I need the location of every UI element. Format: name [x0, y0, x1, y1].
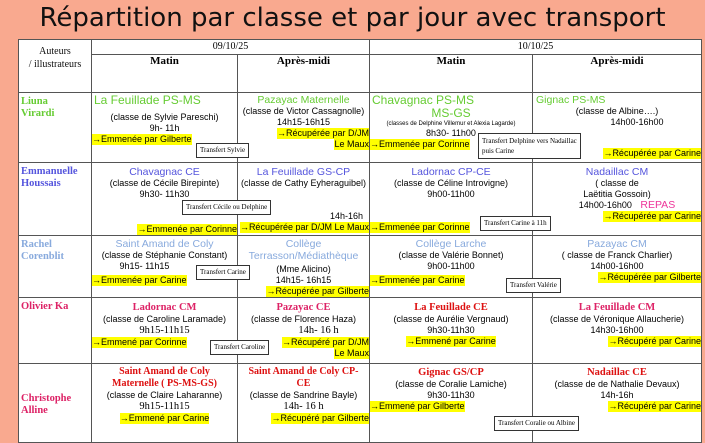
teacher: (classe de Caroline Laramade): [102, 314, 227, 324]
transport-note: →Emmenée par Carine: [92, 275, 187, 285]
school-class: Ladornac CP-CE: [411, 166, 491, 178]
session-cell: [533, 163, 702, 236]
teacher: Laëtitia Gossoin): [583, 189, 651, 199]
transport-note: Le Maux: [334, 348, 369, 358]
transport-note: →Emmenée par Gilberte: [92, 134, 192, 144]
teacher: ( classe de Franck Charlier): [561, 250, 673, 260]
time: 9h- 11h: [149, 123, 180, 133]
author-cell: [19, 236, 92, 298]
authors-header: [19, 40, 92, 93]
meal-note: REPAS: [640, 199, 676, 211]
school-class: La Feuillade CM: [578, 302, 656, 313]
transport-note: →Récupéré par D/JM: [281, 337, 369, 347]
author-cell: [19, 364, 92, 443]
session-cell: [370, 364, 575, 443]
school-class: Saint Amand de Coly: [115, 238, 214, 250]
time: 9h15- 11h15: [119, 261, 170, 271]
session-cell: [92, 236, 246, 298]
school-class: Chavagnac PS-MS: [372, 93, 475, 107]
session-cell: [370, 163, 547, 236]
author-name: Corenblit: [21, 251, 64, 262]
slot-header-matin-1: Matin: [92, 55, 238, 93]
session-cell: [92, 298, 266, 364]
transport-note: →Emmené par Gilberte: [370, 401, 465, 411]
time: 9h15-11h15: [139, 325, 190, 336]
table-row: [19, 298, 702, 364]
author-name: Alline: [21, 404, 48, 416]
transport-note: →Récupérée par Gilberte: [598, 272, 701, 282]
author-name: Liuna: [21, 96, 48, 107]
time: 14h-16h: [600, 390, 634, 400]
school-class: Gignac PS-MS: [536, 94, 606, 106]
transfer-note: Transfert Coralie ou Albine: [494, 416, 579, 431]
school-class: La Feuillade GS-CP: [256, 166, 351, 178]
transport-note: →Emmenée par Carine: [370, 275, 465, 285]
school-class: Chavagnac CE: [129, 166, 200, 178]
session-cell: [92, 364, 238, 443]
time: 8h30- 11h00: [426, 128, 476, 138]
author-name: Olivier Ka: [21, 301, 69, 312]
time: 14h30-16h00: [590, 325, 644, 335]
teacher: (classe de de Nathalie Devaux): [554, 379, 680, 389]
transfer-note: Transfert Carine: [196, 265, 250, 280]
author-name: Virardi: [21, 108, 55, 119]
time: 14h15- 16h15: [275, 275, 332, 285]
illustrators-label: / illustrateurs: [28, 59, 82, 70]
time: 9h30-11h30: [427, 390, 475, 400]
slot-header-matin-2: Matin: [370, 55, 533, 93]
author-name: Rachel: [21, 239, 52, 250]
session-cell: [238, 236, 370, 298]
slot-header-row: [19, 55, 702, 93]
date-header-row: [19, 40, 702, 55]
session-cell: [370, 298, 533, 364]
teacher: (classes de Delphine Villemur et Alexia Lagarde): [386, 121, 516, 127]
transfer-note: [478, 133, 581, 159]
teacher: (Mme Alicino): [276, 264, 331, 274]
time: 9h00-11h00: [427, 261, 475, 271]
transfer-line: Transfert Delphine vers Nadaillac: [482, 137, 577, 145]
school-class: La Feuillade CE: [414, 302, 488, 313]
session-cell: [238, 93, 370, 163]
author-cell: [19, 298, 92, 364]
author-name: Houssais: [21, 178, 61, 189]
teacher: (classe de Albine….): [575, 106, 659, 116]
school-class: Nadaillac CM: [585, 166, 649, 178]
time: 14h15-16h15: [276, 117, 331, 127]
transport-note: →Emmenée par Corinne: [370, 222, 470, 232]
time: 9h15-11h15: [139, 401, 190, 412]
table-row: [19, 364, 702, 443]
teacher: (classe de Coralie Lamiche): [395, 379, 507, 389]
transport-note: →Récupérée par Carine: [603, 211, 701, 221]
transport-note: →Récupéré par Carine: [608, 336, 701, 346]
school-class: Pazayac CE: [276, 302, 331, 313]
teacher: (classe de Florence Haza): [250, 314, 357, 324]
teacher: (classe de Claire Laharanne): [106, 390, 223, 400]
transfer-line: puis Carine: [482, 147, 515, 155]
transport-note: →Emmenée par Corinne: [370, 139, 470, 149]
school-class: Ladornac CM: [132, 302, 197, 313]
teacher: (classe de Victor Cassagnolle): [242, 106, 365, 116]
teacher: (classe de Aurélie Vergnaud): [393, 314, 509, 324]
transport-note: →Emmené par Carine: [119, 413, 210, 423]
slot-header-apres-midi-1: Après-midi: [238, 55, 370, 93]
school-class: Saint Amand de Coly CP-: [248, 366, 359, 377]
school-class: Collège: [285, 238, 322, 250]
session-cell: [238, 364, 370, 443]
school-class: Saint Amand de Coly: [119, 366, 210, 377]
session-cell: [533, 298, 702, 364]
transfer-note: Transfert Sylvie: [196, 143, 249, 158]
author-name: Christophe: [21, 392, 72, 404]
school-class: La Feuillade PS-MS: [94, 93, 201, 107]
transport-note: →Emmenée par Corinne: [137, 224, 237, 234]
session-cell: [92, 93, 246, 163]
author-cell: [19, 93, 92, 163]
time: 9h30- 11h30: [139, 189, 190, 199]
transport-note: →Récupérée par Carine: [603, 148, 701, 158]
transport-note: →Récupérée par D/JM: [276, 128, 369, 138]
teacher: (classe de Cathy Eyheraguibel): [240, 178, 367, 188]
time: 9h00-11h00: [427, 189, 475, 199]
session-cell: [370, 236, 557, 298]
teacher: (classe de Valérie Bonnet): [398, 250, 504, 260]
school-class: Pazayac CM: [587, 238, 647, 250]
teacher: (classe de Cécile Birepinte): [109, 178, 220, 188]
author-cell: [19, 163, 92, 236]
teacher: (classe de Stéphanie Constant): [101, 250, 228, 260]
school-class: MS-GS: [431, 106, 471, 120]
transport-note: Le Maux: [334, 139, 369, 149]
school-class: Pazayac Maternelle: [257, 94, 350, 106]
time: 14h00-16h00: [590, 261, 644, 271]
table-row: [19, 163, 702, 236]
teacher: (classe de Céline Introvigne): [393, 178, 509, 188]
session-cell: [92, 163, 268, 236]
school-class: Gignac GS/CP: [418, 367, 484, 378]
school-class: Nadaillac CE: [587, 367, 647, 378]
authors-label: Auteurs: [39, 46, 71, 57]
time: 9h30-11h30: [427, 325, 475, 335]
transport-note: →Emmené par Corinne: [92, 337, 187, 347]
time: 14h-16h: [329, 211, 363, 221]
transport-note: →Récupérée par D/JM Le Maux: [239, 222, 369, 232]
teacher: (classe de Véronique Allaucherie): [549, 314, 685, 324]
time: 14h00-16h00: [578, 200, 632, 210]
transport-note: →Récupéré par Carine: [608, 401, 701, 411]
schedule-table: [18, 39, 702, 443]
school-class: Maternelle ( PS-MS-GS): [112, 378, 217, 389]
transport-note: →Emmené par Carine: [406, 336, 496, 346]
author-name: Emmanuelle: [21, 166, 78, 177]
time: 14h- 16 h: [298, 325, 339, 336]
transfer-note: Transfert Carine à 11h: [480, 216, 551, 231]
date-header-2: 10/10/25: [370, 40, 702, 55]
transport-note: →Récupéré par Gilberte: [271, 413, 369, 423]
teacher: (classe de Sylvie Pareschi): [110, 112, 219, 122]
time: 14h- 16 h: [283, 401, 324, 412]
teacher: ( classe de: [595, 178, 639, 188]
transfer-note: Transfert Caroline: [210, 340, 269, 355]
school-class: CE: [296, 378, 311, 389]
school-class: Collège Larche: [415, 238, 487, 250]
school-class: Terrasson/Médiathèque: [248, 250, 359, 262]
time: 14h00-16h00: [610, 117, 664, 127]
page-title: Répartition par classe et par jour avec transport: [39, 3, 666, 33]
date-header-1: 09/10/25: [92, 40, 370, 55]
teacher: (classe de Sandrine Bayle): [249, 390, 358, 400]
table-row: [19, 236, 702, 298]
session-cell: [238, 163, 370, 236]
slot-header-apres-midi-2: Après-midi: [533, 55, 702, 93]
transfer-note: Transfert Cécile ou Delphine: [182, 200, 271, 215]
table-row: [19, 93, 702, 163]
transport-note: →Récupérée par Gilberte: [266, 286, 369, 296]
transfer-note: Transfert Valérie: [506, 278, 561, 293]
